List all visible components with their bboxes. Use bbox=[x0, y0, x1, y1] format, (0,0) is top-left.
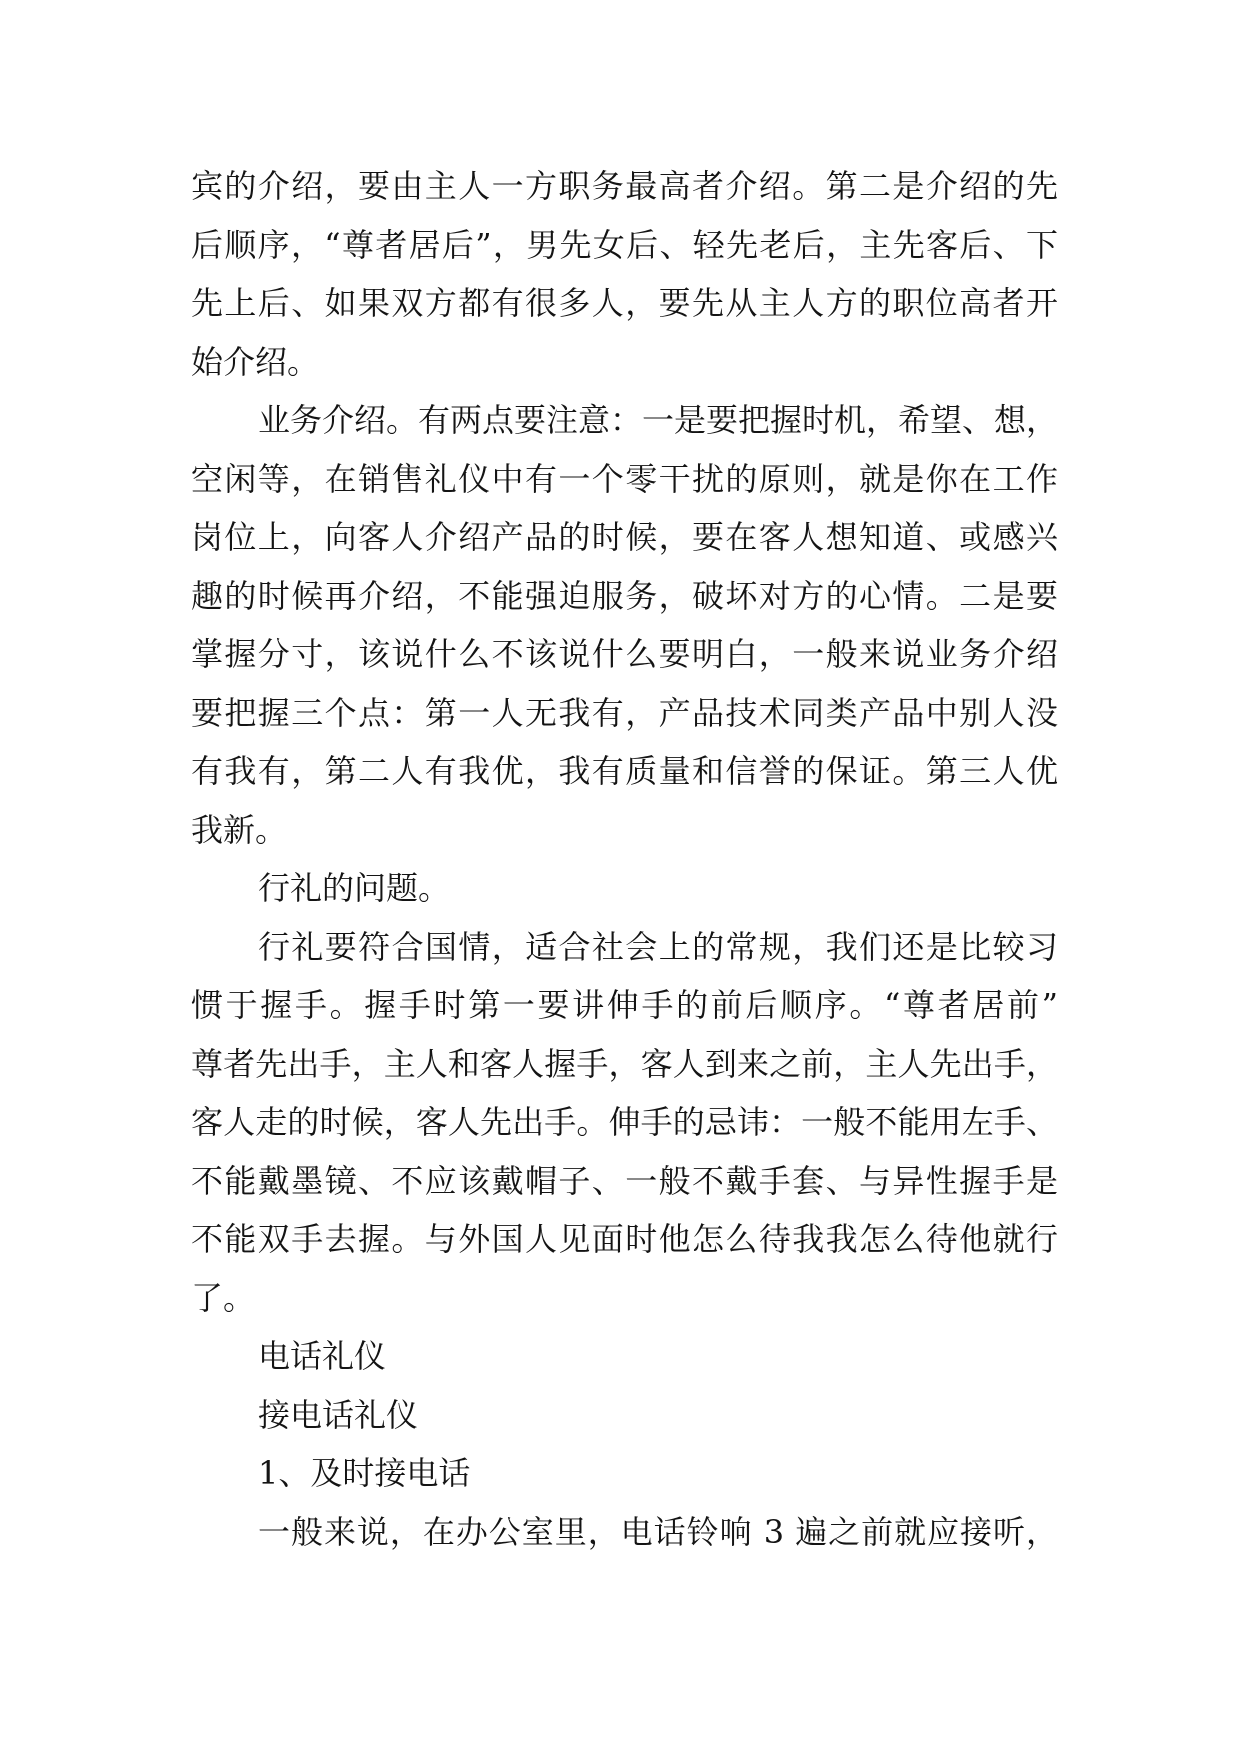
text-line: 岗位上，向客人介绍产品的时候，要在客人想知道、或感兴 bbox=[191, 518, 1058, 556]
text-line: 客人走的时候，客人先出手。伸手的忌讳：一般不能用左手、 bbox=[191, 1103, 1058, 1141]
text-line: 尊者先出手，主人和客人握手，客人到来之前，主人先出手， bbox=[191, 1044, 1058, 1083]
section-heading bbox=[191, 1327, 1058, 1386]
text-line: 行礼的问题。 bbox=[258, 869, 451, 907]
text-line: 后顺序，“尊者居后”，男先女后、轻先老后，主先客后、下 bbox=[191, 225, 1058, 264]
text-line: 空闲等，在销售礼仪中有一个零干扰的原则，就是你在工作 bbox=[191, 459, 1058, 498]
text-line: 不能双手去握。与外国人见面时他怎么待我我怎么待他就行 bbox=[191, 1220, 1058, 1258]
text-line: 始介绍。 bbox=[191, 342, 320, 381]
text-line: 不能戴墨镜、不应该戴帽子、一般不戴手套、与异性握手是 bbox=[191, 1161, 1058, 1200]
text-line: 宾的介绍，要由主人一方职务最高者介绍。第二是介绍的先 bbox=[191, 167, 1058, 205]
text-line: 要把握三个点：第一人无我有，产品技术同类产品中别人没 bbox=[191, 693, 1058, 732]
text-line: 行礼要符合国情，适合社会上的常规，我们还是比较习 bbox=[258, 927, 1058, 966]
list-item-heading bbox=[191, 1444, 1058, 1503]
text-line: 惯于握手。握手时第一要讲伸手的前后顺序。“尊者居前” bbox=[191, 986, 1058, 1024]
paragraph bbox=[191, 1503, 1058, 1562]
document-body bbox=[191, 157, 1058, 1561]
text-line: 接电话礼仪 bbox=[258, 1395, 419, 1434]
text-line: 一般来说，在办公室里，电话铃响 3 遍之前就应接听， bbox=[258, 1512, 1058, 1551]
paragraph bbox=[191, 859, 1058, 918]
subsection-heading bbox=[191, 1386, 1058, 1445]
text-line: 了。 bbox=[191, 1278, 256, 1317]
text-line: 有我有，第二人有我优，我有质量和信誉的保证。第三人优 bbox=[191, 752, 1058, 790]
text-line: 电话礼仪 bbox=[258, 1337, 387, 1375]
text-line: 业务介绍。有两点要注意：一是要把握时机，希望、想， bbox=[258, 401, 1058, 439]
paragraph bbox=[191, 391, 1058, 859]
text-line: 趣的时候再介绍，不能强迫服务，破坏对方的心情。二是要 bbox=[191, 576, 1058, 615]
text-line: 我新。 bbox=[191, 810, 288, 849]
text-line: 先上后、如果双方都有很多人，要先从主人方的职位高者开 bbox=[191, 284, 1058, 322]
text-line: 掌握分寸，该说什么不该说什么要明白，一般来说业务介绍 bbox=[191, 635, 1058, 673]
text-line: 1、及时接电话 bbox=[258, 1454, 471, 1492]
paragraph bbox=[191, 157, 1058, 391]
paragraph bbox=[191, 918, 1058, 1328]
